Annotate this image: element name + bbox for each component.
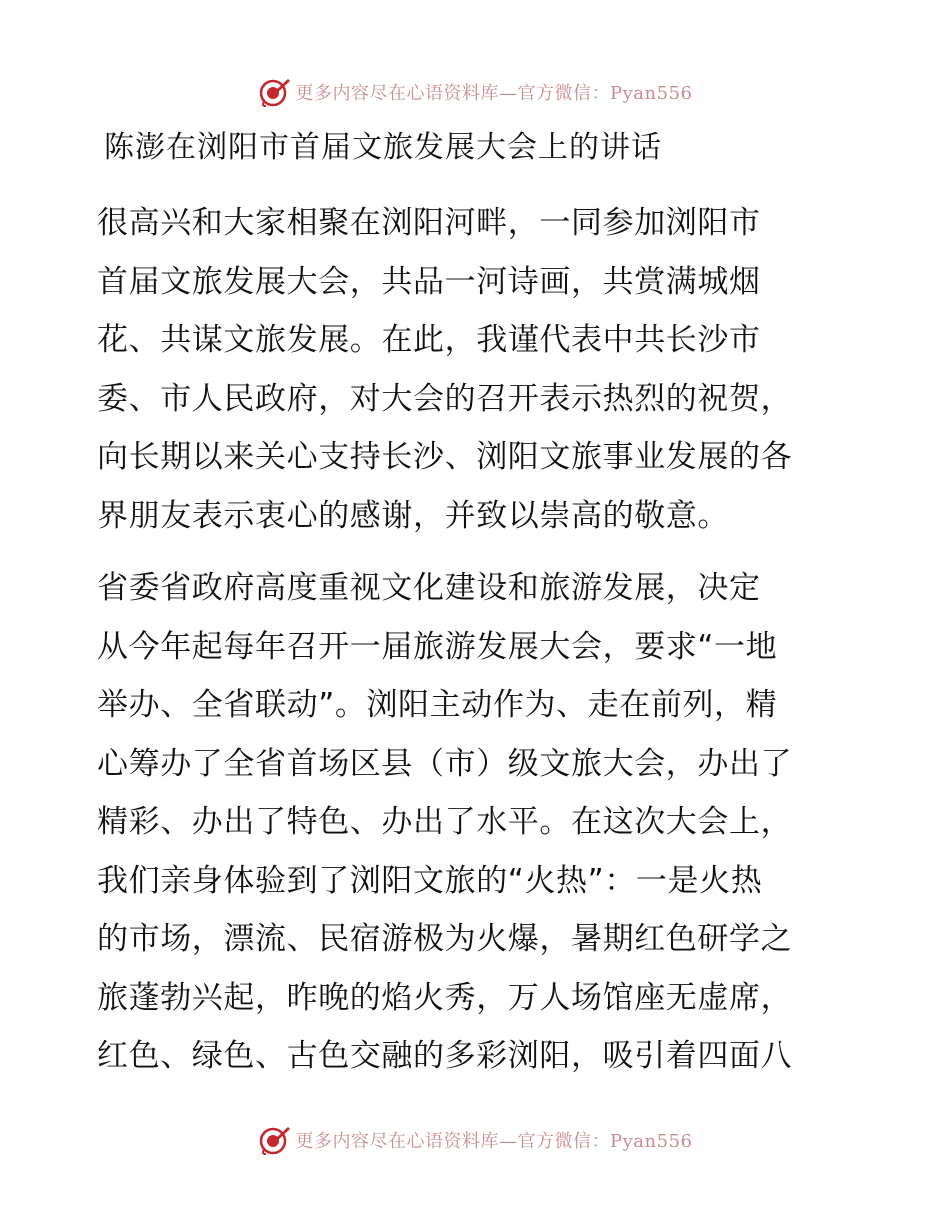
text-line: 从今年起每年召开一届旅游发展大会，要求“一地 (97, 628, 778, 665)
watermark-text: 更多内容尽在心语资料库—官方微信：Pyan556 (295, 83, 693, 104)
text-line: 委、市人民政府，对大会的召开表示热烈的祝贺， (97, 380, 793, 417)
text-line: 省委省政府高度重视文化建设和旅游发展，决定 (97, 570, 761, 606)
paragraph (97, 194, 857, 545)
watermark-banner-bottom (0, 1120, 950, 1160)
text-line: 很高兴和大家相聚在浏阳河畔，一同参加浏阳市 (97, 205, 761, 241)
paragraph (97, 559, 857, 1086)
text-line: 红色、绿色、古色交融的多彩浏阳，吸引着四面八 (97, 1038, 793, 1074)
text-line: 心筹办了全省首场区县（市）级文旅大会，办出了 (97, 745, 793, 782)
text-line: 向长期以来关心支持长沙、浏阳文旅事业发展的各 (97, 439, 793, 475)
text-line: 界朋友表示衷心的感谢，并致以崇高的敬意。 (97, 497, 729, 534)
text-line: 花、共谋文旅发展。在此，我谨代表中共长沙市 (97, 322, 761, 358)
text-line: 首届文旅发展大会，共品一河诗画，共赏满城烟 (97, 263, 761, 300)
watermark-text: 更多内容尽在心语资料库—官方微信：Pyan556 (295, 1131, 693, 1152)
watermark-banner-top (0, 72, 950, 112)
text-line: 精彩、办出了特色、办出了水平。在这次大会上， (97, 804, 793, 840)
pen-logo-icon (258, 1123, 292, 1157)
text-line: 举办、全省联动”。浏阳主动作为、走在前列，精 (97, 687, 778, 723)
pen-logo-icon (258, 75, 292, 109)
text-line: 我们亲身体验到了浏阳文旅的“火热”：一是火热 (97, 862, 763, 899)
text-line: 旅蓬勃兴起，昨晚的焰火秀，万人场馆座无虚席， (97, 979, 793, 1016)
document-title: 陈澎在浏阳市首届文旅发展大会上的讲话 (104, 130, 662, 165)
text-line: 的市场，漂流、民宿游极为火爆，暑期红色研学之 (97, 921, 793, 957)
